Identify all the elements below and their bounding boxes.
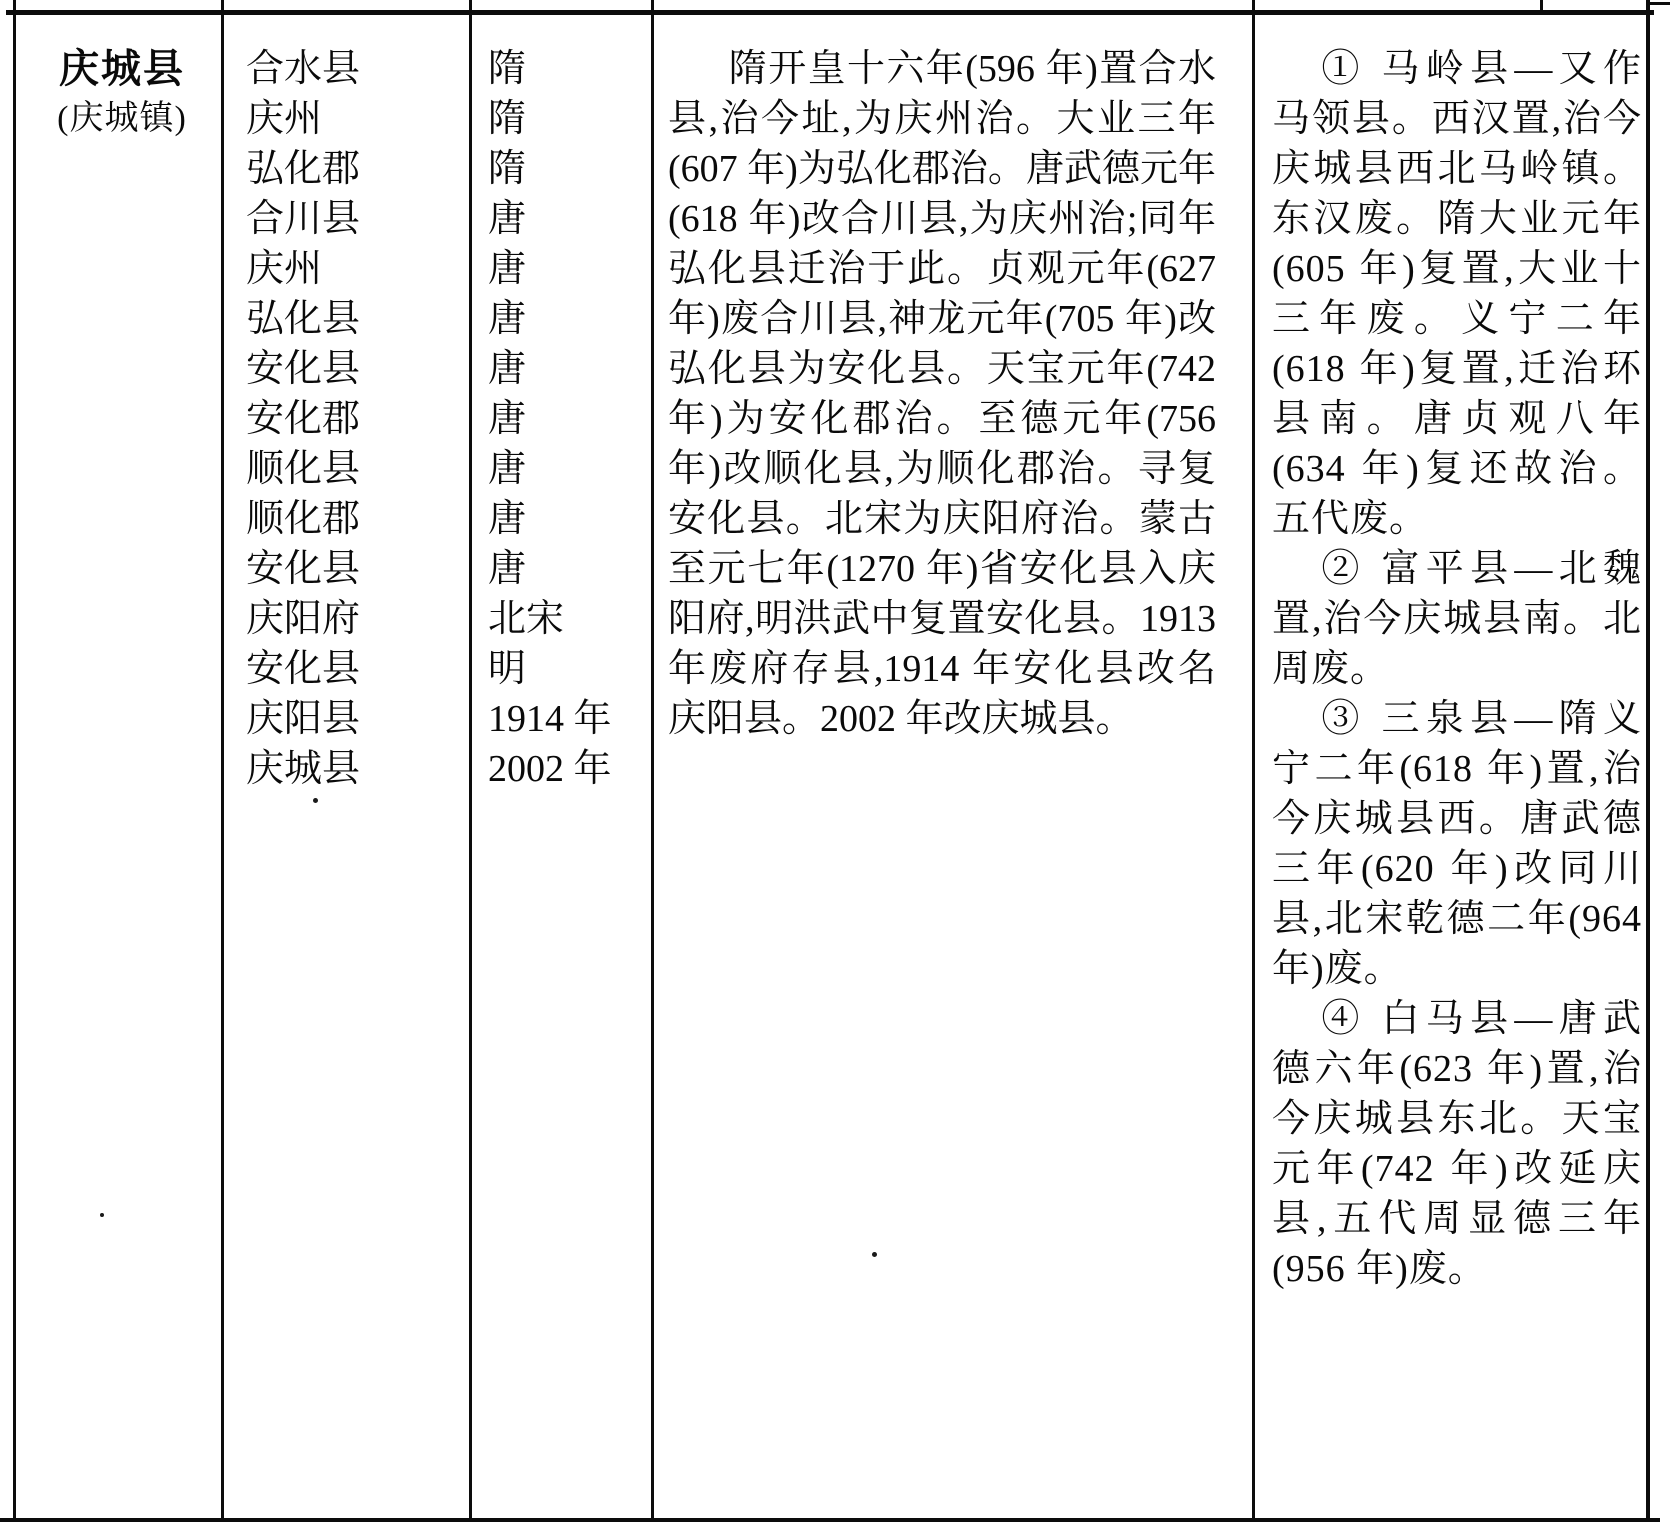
top-right-edge-artifact — [1646, 2, 1670, 5]
dynasty: 隋 — [488, 48, 527, 90]
column-divider-1 — [221, 0, 224, 1522]
dynasty: 北宋 — [488, 598, 565, 640]
scan-speck — [872, 1252, 877, 1257]
dynasty: 唐 — [488, 198, 527, 240]
former-name: 庆城县 — [246, 748, 361, 790]
former-name: 顺化郡 — [246, 498, 361, 540]
former-name: 弘化郡 — [246, 148, 361, 190]
dynasty: 唐 — [488, 498, 527, 540]
dynasty: 明 — [488, 648, 527, 690]
cell-dynasties — [488, 44, 648, 794]
column-divider-4 — [1252, 0, 1255, 1522]
dynasty: 唐 — [488, 298, 527, 340]
table-border-bottom — [0, 1518, 1660, 1522]
dynasty: 唐 — [488, 248, 527, 290]
former-name: 庆州 — [246, 98, 323, 140]
scan-speck — [100, 1213, 104, 1217]
dynasty: 唐 — [488, 398, 527, 440]
cell-evolution — [668, 44, 1216, 744]
table-border-left — [13, 0, 16, 1522]
dynasty: 唐 — [488, 348, 527, 390]
dynasty: 唐 — [488, 548, 527, 590]
former-name: 安化县 — [246, 348, 361, 390]
former-name: 庆阳府 — [246, 598, 361, 640]
former-name: 安化县 — [246, 648, 361, 690]
table-border-top — [6, 10, 1654, 15]
cell-current-name — [24, 44, 220, 144]
former-name: 安化县 — [246, 548, 361, 590]
former-name: 庆州 — [246, 248, 323, 290]
dynasty: 隋 — [488, 98, 527, 140]
former-name: 合川县 — [246, 198, 361, 240]
former-name: 弘化县 — [246, 298, 361, 340]
cell-notes — [1272, 44, 1642, 1294]
former-name: 安化郡 — [246, 398, 361, 440]
table-border-right — [1646, 0, 1650, 1522]
dynasty: 隋 — [488, 148, 527, 190]
column-divider-3 — [651, 0, 654, 1522]
former-name: 合水县 — [246, 48, 361, 90]
dynasty: 2002 年 — [488, 748, 612, 790]
scan-speck — [313, 798, 318, 803]
county-seat: (庆城镇) — [57, 100, 187, 137]
evolution-text: 隋开皇十六年(596 年)置合水县,治今址,为庆州治。大业三年(607 年)为弘化郡治。唐武德元年(618 年)改合川县,为庆州治;同年弘化县迁治于此。贞观元年(627 年)废合川县,神龙元年(705 年)改弘化县为安化县。天宝元年(742 年)为安化郡治。至德元年(756 年)改顺化县,为顺化郡治。寻复安化县。北宋为庆阳府治。蒙古至元七年(1270 年)省安化县入庆阳府,明洪武中复置安化县。1913 年废府存县,1914 年安化县改名庆阳县。2002 年改庆城县。 — [668, 48, 1216, 740]
column-divider-2 — [469, 0, 472, 1522]
note-3: ③ 三泉县—隋义宁二年(618 年)置,治今庆城县西。唐武德三年(620 年)改同川县,北宋乾德二年(964 年)废。 — [1272, 698, 1642, 990]
cell-former-names — [246, 44, 456, 794]
dynasty: 1914 年 — [488, 698, 612, 740]
previous-row-divider-stub — [1540, 0, 1543, 12]
former-name: 庆阳县 — [246, 698, 361, 740]
former-name: 顺化县 — [246, 448, 361, 490]
dynasty: 唐 — [488, 448, 527, 490]
note-4: ④ 白马县—唐武德六年(623 年)置,治今庆城县东北。天宝元年(742 年)改延庆县,五代周显德三年(956 年)废。 — [1272, 998, 1642, 1290]
note-2: ② 富平县—北魏置,治今庆城县南。北周废。 — [1272, 548, 1642, 690]
current-name: 庆城县 — [59, 46, 185, 91]
note-1: ① 马岭县—又作马领县。西汉置,治今庆城县西北马岭镇。东汉废。隋大业元年(605 年)复置,大业十三年废。义宁二年(618 年)复置,迁治环县南。唐贞观八年(634 年)复还故治。五代废。 — [1272, 48, 1642, 540]
